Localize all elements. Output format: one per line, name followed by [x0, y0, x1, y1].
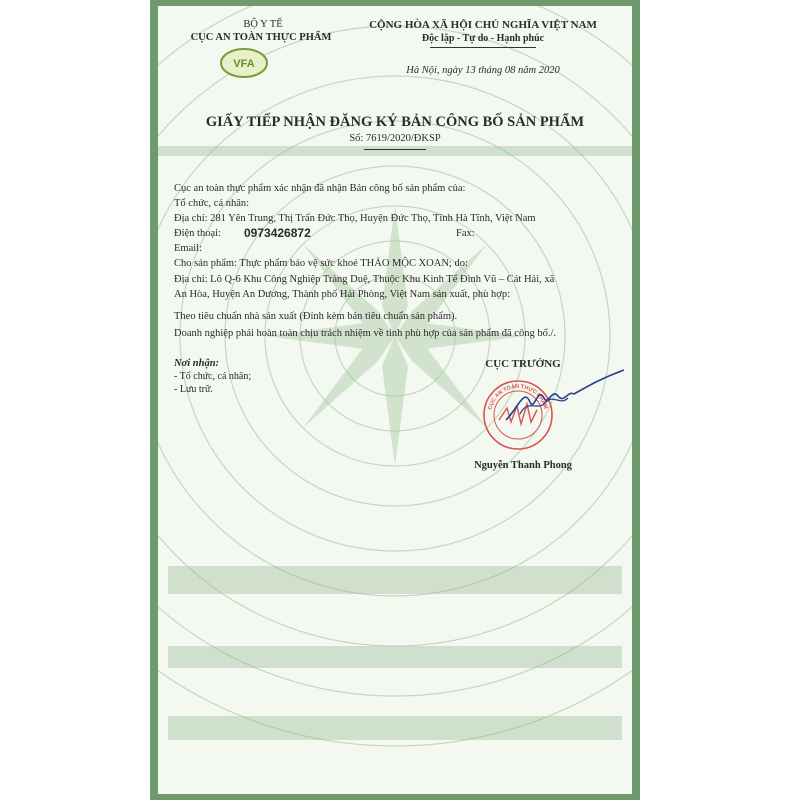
organization-address: Địa chỉ: 281 Yên Trung, Thị Trấn Đức Thọ, Huyện Đức Thọ, Tỉnh Hà Tĩnh, Việt Nam	[174, 213, 536, 224]
intro-line: Cục an toàn thực phẩm xác nhận đã nhận Bản công bố sản phẩm của:	[174, 183, 466, 194]
date-line: Hà Nội, ngày 13 tháng 08 năm 2020	[406, 65, 560, 76]
title-underline	[364, 149, 426, 150]
logo-text: VFA	[233, 58, 255, 70]
phone-number: 0973426872	[244, 226, 311, 240]
agency-name: CỤC AN TOÀN THỰC PHẨM	[190, 32, 332, 43]
vfa-logo	[219, 46, 269, 80]
country-name: CỘNG HÒA XÃ HỘI CHỦ NGHĨA VIỆT NAM	[369, 19, 597, 31]
organization-label: Tổ chức, cá nhân:	[174, 198, 250, 209]
recipient-item: - Lưu trữ.	[174, 384, 213, 395]
motto-underline	[430, 47, 536, 48]
document-number: Số: 7619/2020/ĐKSP	[349, 133, 441, 144]
signer-role: CỤC TRƯỞNG	[485, 358, 561, 370]
standard-line: Theo tiêu chuẩn nhà sản xuất (Đính kèm bản tiêu chuẩn sản phẩm).	[174, 311, 458, 322]
phone-label: Điện thoại:	[174, 228, 221, 239]
recipients-label: Nơi nhận:	[174, 358, 220, 369]
manufacturer-address-line-2: An Hòa, Huyện An Dương, Thành phố Hải Phòng, Việt Nam sản xuất, phù hợp:	[174, 289, 510, 300]
ministry-name: BỘ Y TẾ	[243, 19, 283, 30]
fax-label: Fax:	[456, 228, 475, 239]
document-title: GIẤY TIẾP NHẬN ĐĂNG KÝ BẢN CÔNG BỐ SẢN PHẨM	[205, 114, 585, 130]
signer-name: Nguyễn Thanh Phong	[474, 460, 572, 471]
seal-text: CỤC AN TOÀN THỰC PHẨM	[487, 383, 549, 411]
handwritten-signature	[498, 368, 628, 438]
motto: Độc lập - Tự do - Hạnh phúc	[421, 33, 545, 44]
manufacturer-address-line-1: Địa chỉ: Lô Q-6 Khu Công Nghiệp Tràng Duệ, Thuộc Khu Kinh Tế Đình Vũ – Cát Hải, xã	[174, 274, 555, 285]
responsibility-line: Doanh nghiệp phải hoàn toàn chịu trách nhiệm về tính phù hợp của sản phẩm đã công bố./.	[174, 328, 556, 339]
product-line: Cho sản phẩm: Thực phẩm bảo vệ sức khoẻ THẢO MỘC XOAN; do:	[174, 258, 468, 269]
certificate-page	[158, 6, 632, 794]
recipient-item: - Tổ chức, cá nhân;	[174, 371, 252, 382]
email-label: Email:	[174, 243, 202, 254]
